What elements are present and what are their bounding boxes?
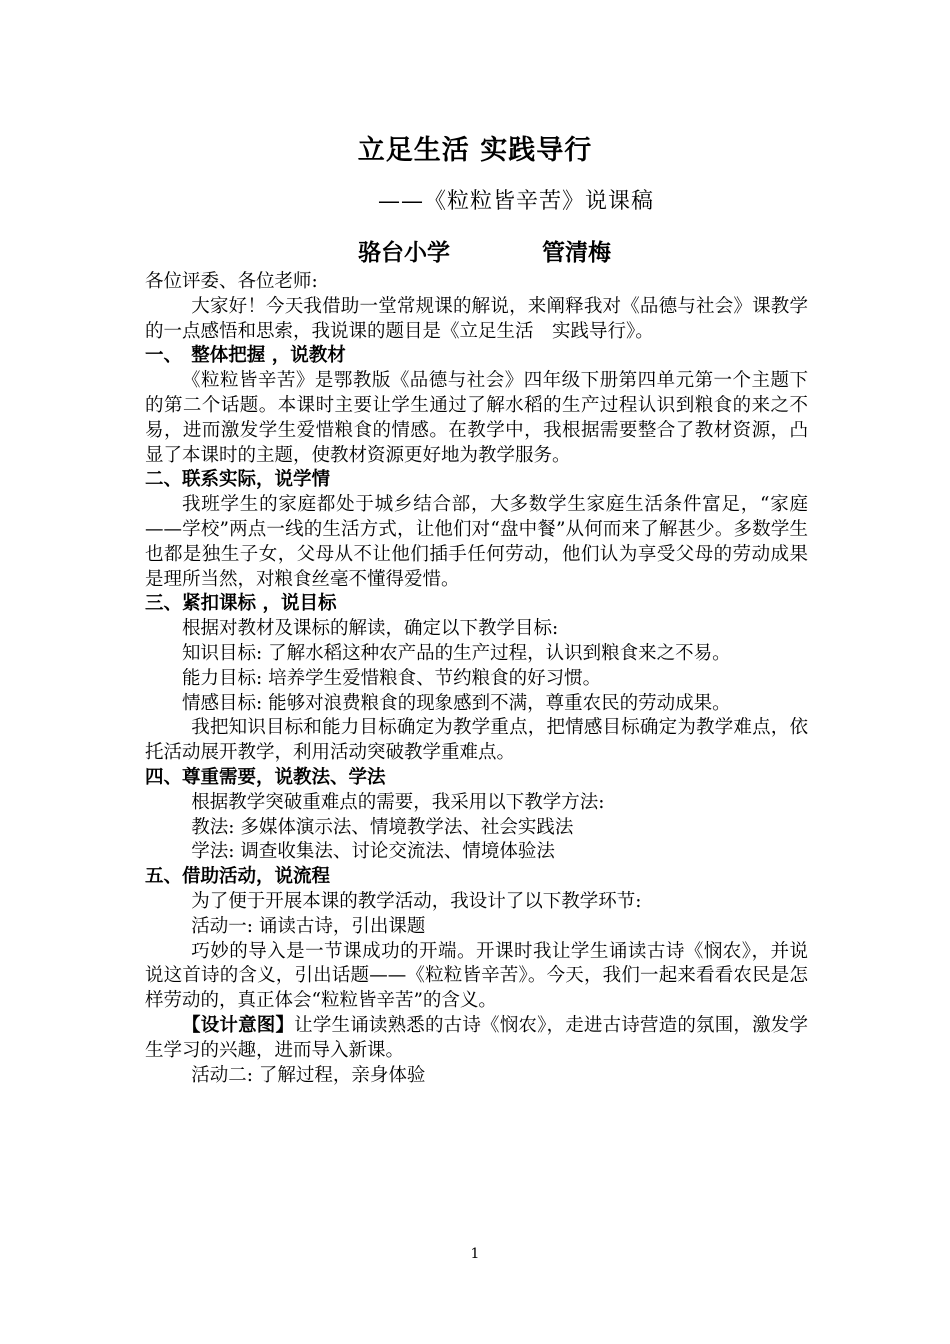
section-4-paragraph-1: 根据教学突破重难点的需要，我采用以下教学方法:	[191, 791, 605, 813]
section-3-heading: 三、紧扣课标 ，说目标	[145, 593, 337, 615]
section-2-heading: 二、联系实际，说学情	[145, 469, 331, 491]
author-name: 管清梅	[542, 239, 611, 266]
section-3-emotion-goal: 情感目标: 能够对浪费粮食的现象感到不满，尊重农民的劳动成果。	[182, 692, 731, 714]
section-2-paragraph: 我班学生的家庭都处于城乡结合部，大多数学生家庭生活条件富足，“家庭——学校”两点一线的生活方式，让他们对“盘中餐”从何而来了解甚少。多数学生也都是独生子女，父母从不让他们插手任何劳动，他们认为享受父母的劳动成果是理所当然，对粮食丝毫不懂得爱惜。	[145, 494, 808, 590]
section-3-paragraph-1: 根据对教材及课标的解读，确定以下教学目标:	[182, 618, 559, 640]
section-4-heading: 四、尊重需要，说教法、学法	[145, 766, 386, 788]
section-1-heading: 一、 整体把握 ，说教材	[145, 345, 346, 367]
author-line	[358, 234, 611, 267]
author-school: 骆台小学	[358, 239, 450, 266]
section-3-ability-goal: 能力目标: 培养学生爱惜粮食、节约粮食的好习惯。	[182, 667, 602, 689]
document-body	[145, 270, 808, 1088]
design-intent-paragraph	[145, 1014, 808, 1064]
document-title: 立足生活 实践导行	[357, 135, 593, 166]
section-3-paragraph-5: 我把知识目标和能力目标确定为教学重点，把情感目标确定为教学难点，依托活动展开教学，利用活动突破教学重难点。	[145, 717, 808, 764]
greeting: 各位评委、各位老师:	[145, 271, 318, 292]
activity-2-title: 活动二: 了解过程，亲身体验	[191, 1064, 426, 1086]
section-5-heading: 五、借助活动，说流程	[145, 866, 331, 888]
section-5-paragraph-1: 为了便于开展本课的教学活动，我设计了以下教学环节:	[191, 890, 642, 912]
page-number: 1	[470, 1246, 480, 1262]
section-3-knowledge-goal: 知识目标: 了解水稻这种农产品的生产过程，认识到粮食来之不易。	[182, 642, 731, 664]
design-intent-text: 让学生诵读熟悉的古诗《悯农》，走进古诗营造的氛围，激发学生学习的兴趣，进而导入新课。	[145, 1014, 808, 1061]
document-subtitle: ——《粒粒皆辛苦》说课稿	[378, 189, 655, 214]
section-4-learning-methods: 学法: 调查收集法、讨论交流法、情境体验法	[191, 841, 555, 863]
section-1-paragraph: 《粒粒皆辛苦》是鄂教版《品德与社会》四年级下册第四单元第一个主题下的第二个话题。本课时主要让学生通过了解水稻的生产过程认识到粮食的来之不易，进而激发学生爱惜粮食的情感。在教学中，我根据需要整合了教材资源，凸显了本课时的主题，使教材资源更好地为教学服务。	[145, 370, 808, 466]
activity-1-title: 活动一: 诵读古诗，引出课题	[191, 915, 426, 937]
intro-paragraph: 大家好！今天我借助一堂常规课的解说，来阐释我对《品德与社会》课教学的一点感悟和思索，我说课的题目是《立足生活 实践导行》。	[145, 295, 808, 342]
activity-1-paragraph: 巧妙的导入是一节课成功的开端。开课时我让学生诵读古诗《悯农》，并说说这首诗的含义，引出话题——《粒粒皆辛苦》。今天，我们一起来看看农民是怎样劳动的，真正体会“粒粒皆辛苦”的含义。	[145, 940, 808, 1012]
design-intent-label: 【设计意图】	[182, 1014, 295, 1036]
section-4-teaching-methods: 教法: 多媒体演示法、情境教学法、社会实践法	[191, 816, 574, 838]
